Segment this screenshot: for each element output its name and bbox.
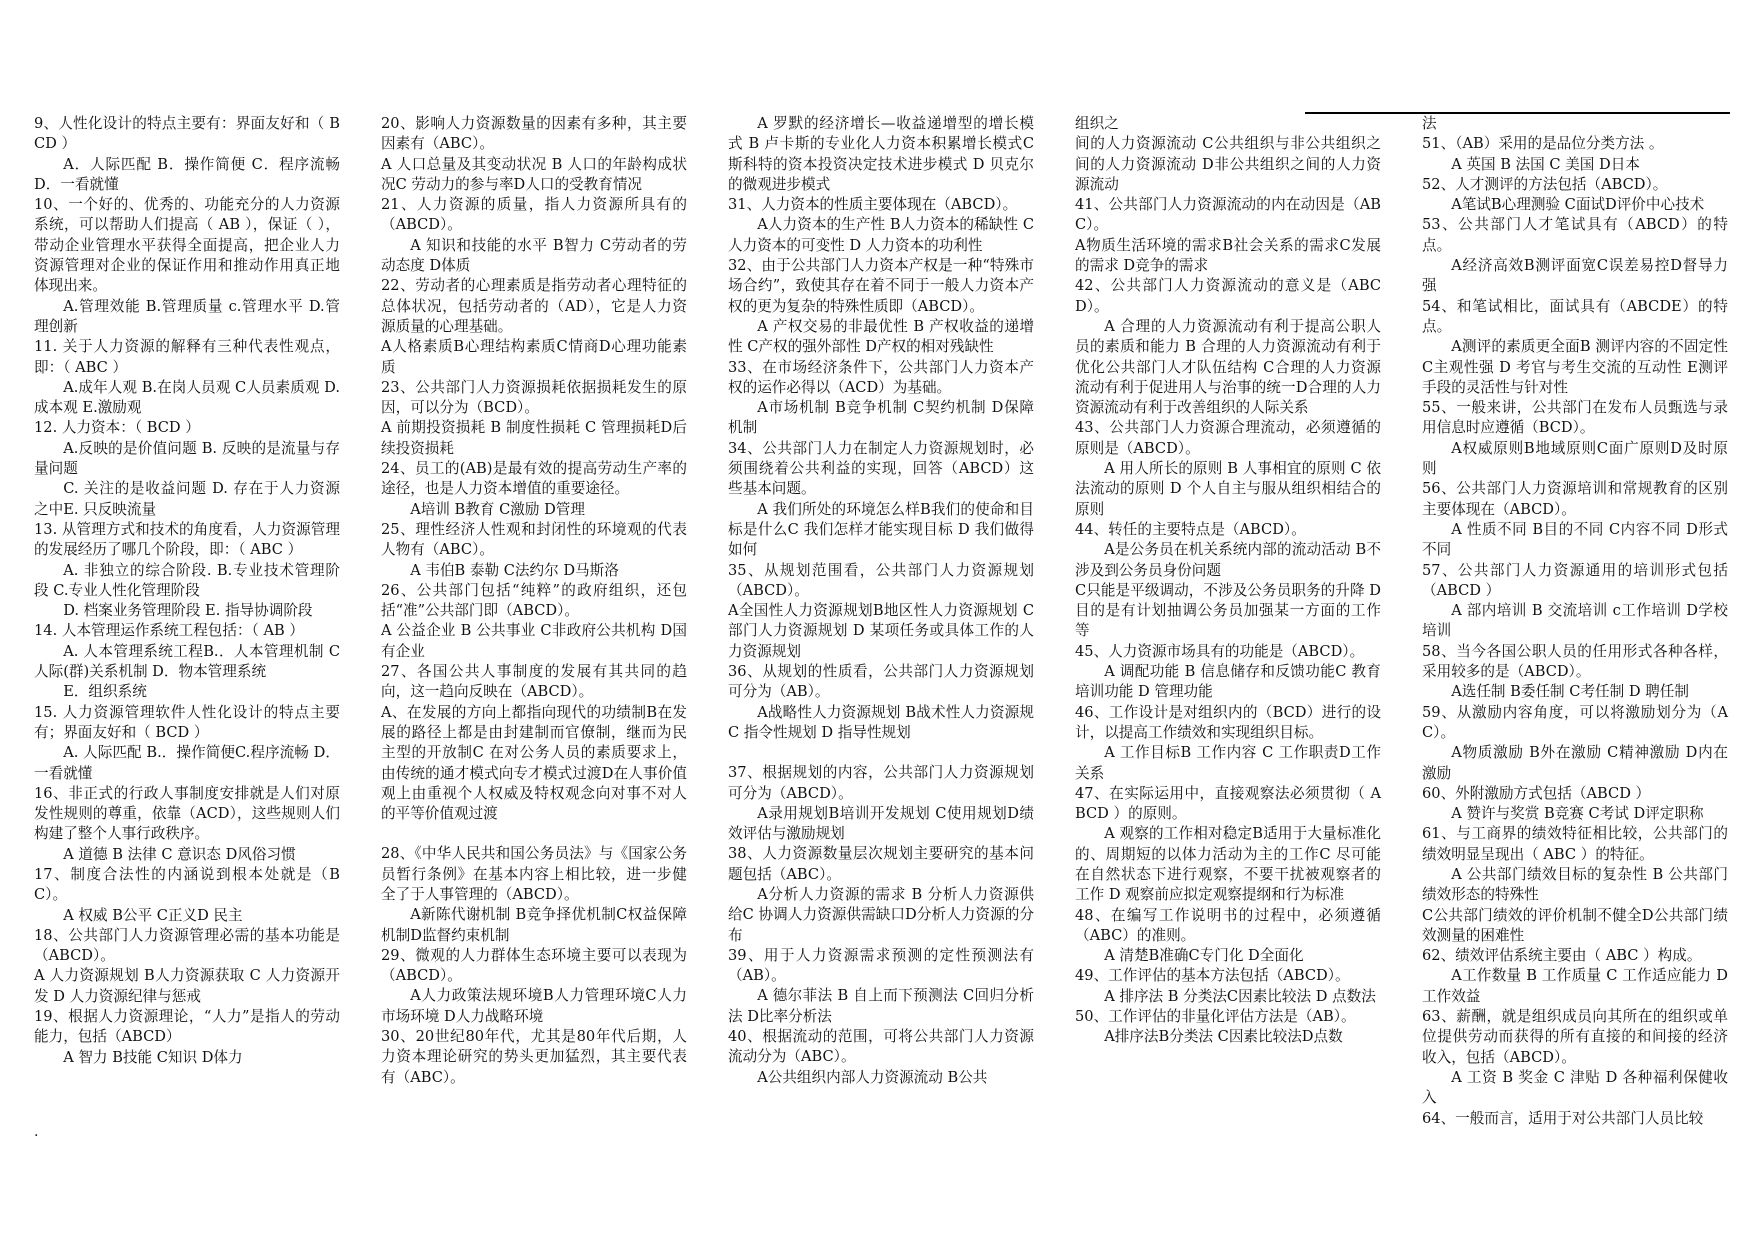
- text-line: 42、公共部门人力资源流动的意义是（ABCD）。: [1075, 277, 1381, 315]
- text-line: A选任制 B委任制 C考任制 D 聘任制: [1451, 683, 1689, 701]
- text-line: 15. 人力资源管理软件人性化设计的特点主要有；界面友好和（ BCD ）: [34, 703, 340, 741]
- text-line: A公共组织内部人力资源流动 B公共: [757, 1068, 988, 1086]
- text-line: 21、人力资源的质量，指人力资源所具有的（ABCD）。: [381, 196, 687, 234]
- text-line: A测评的素质更全面B 测评内容的不固定性 C主观性强 D 考官与考生交流的互动性 E测评手段的灵活性与针对性: [1422, 338, 1728, 396]
- text-line: [381, 824, 687, 844]
- text-line: C公共部门绩效的评价机制不健全D公共部门绩效测量的困难性: [1422, 906, 1728, 944]
- text-line: A 德尔菲法 B 自上而下预测法 C回归分析法 D比率分析法: [728, 987, 1034, 1025]
- text-line: 59、从激励内容角度，可以将激励划分为（AC）。: [1422, 703, 1728, 741]
- text-line: 61、与工商界的绩效特征相比较，公共部门的绩效明显呈现出（ ABC ）的特征。: [1422, 825, 1728, 863]
- text-line: A 工作目标B 工作内容 C 工作职责D工作关系: [1075, 744, 1381, 782]
- text-line: C. 关注的是收益问题 D. 存在于人力资源之中E. 只反映流量: [34, 480, 340, 518]
- text-line: [728, 743, 1034, 763]
- text-line: A. 人本管理系统工程B.．人本管理机制 C人际(群)关系机制 D．物本管理系统: [34, 642, 340, 681]
- text-line: 57、公共部门人力资源通用的培训形式包括（ABCD ）: [1422, 561, 1728, 599]
- text-line: 63、薪酬，就是组织成员向其所在的组织或单位提供劳动而获得的所有直接的和间接的经济收入，包括（ABCD）。: [1422, 1008, 1728, 1066]
- text-line: 12. 人力资本：（ BCD ）: [34, 419, 200, 437]
- text-line: A.管理效能 B.管理质量 c.管理水平 D.管理创新: [34, 297, 340, 335]
- text-line: A物质激励 B外在激励 C精神激励 D内在激励: [1422, 744, 1728, 782]
- text-line: 33、在市场经济条件下，公共部门人力资本产权的运作必得以（ACD）为基础。: [728, 358, 1034, 396]
- text-line: A 人口总量及其变动状况 B 人口的年龄构成状况C 劳动力的参与率D人口的受教育情况: [381, 155, 687, 193]
- text-line: A分析人力资源的需求 B 分析人力资源供给C 协调人力资源供需缺口D分析人力资源的分布: [728, 885, 1034, 944]
- text-line: A工作数量 B 工作质量 C 工作适应能力 D 工作效益: [1422, 967, 1728, 1005]
- text-line: A录用规划B培训开发规划 C使用规划D绩效评估与激励规划: [728, 804, 1034, 843]
- text-line: 28、《中华人民共和国公务员法》与《国家公务员暂行条例》在基本内容上相比较，进一步健全了于人事管理的（ABCD）。: [381, 845, 687, 903]
- text-line: 间的人力资源流动 C公共组织与非公共组织之间的人力资源流动 D非公共组织之间的人力资源流动: [1075, 135, 1381, 193]
- text-line: A 用人所长的原则 B 人事相宜的原则 C 依法流动的原则 D 个人自主与服从组织相结合的原则: [1075, 460, 1381, 518]
- text-line: A 罗默的经济增长—收益递增型的增长模式 B 卢卡斯的专业化人力资本积累增长模式C 斯科特的资本投资决定技术进步模式 D 贝克尔的微观进步模式: [728, 115, 1034, 193]
- text-line: 58、当今各国公职人员的任用形式各种各样，采用较多的是（ABCD）。: [1422, 642, 1728, 681]
- text-line: A 产权交易的非最优性 B 产权收益的递增性 C产权的强外部性 D产权的相对残缺性: [728, 317, 1034, 356]
- text-line: 37、根据规划的内容，公共部门人力资源规划可分为（ABCD）。: [728, 764, 1034, 802]
- text-line: 10、一个好的、优秀的、功能充分的人力资源系统，可以帮助人们提高（ AB ），保证（ ），带动企业管理水平获得全面提高，把企业人力资源管理对企业的保证作用和推动作用真正地体现出来。: [34, 196, 340, 295]
- text-line: A市场机制 B竞争机制 C契约机制 D保障机制: [728, 399, 1034, 437]
- text-line: 16、非正式的行政人事制度安排就是人们对原发性规则的尊重，依靠（ACD），这些规则人们构建了整个人事行政秩序。: [34, 784, 340, 843]
- text-line: 38、人力资源数量层次规划主要研究的基本问题包括（ABC）。: [728, 845, 1034, 883]
- text-line: A 性质不同 B目的不同 C内容不同 D形式不同: [1422, 520, 1728, 559]
- text-line: D. 档案业务管理阶段 E. 指导协调阶段: [63, 602, 313, 620]
- text-line: A 道德 B 法律 C 意识态 D风俗习惯: [63, 845, 296, 863]
- column-4: [1075, 114, 1381, 1048]
- text-line: A 合理的人力资源流动有利于提高公职人员的素质和能力 B 合理的人力资源流动有利于优化公共部门人才队伍结构 C合理的人力资源流动有利于促进用人与治事的统一D合理的人力资源流动有利于改善组织的人际关系: [1075, 317, 1381, 417]
- text-line: 46、工作设计是对组织内的（BCD）进行的设计，以提高工作绩效和实现组织目标。: [1075, 703, 1381, 741]
- text-line: 14. 人本管理运作系统工程包括：（ AB ）: [34, 622, 304, 640]
- text-line: 35、从规划范围看，公共部门人力资源规划（ABCD）。: [728, 561, 1034, 599]
- column-1: [34, 114, 340, 1068]
- text-line: 9、人性化设计的特点主要有：界面友好和（ BCD ）: [34, 115, 340, 153]
- text-line: A. 非独立的综合阶段. B.专业技术管理阶段 C.专业人性化管理阶段: [34, 561, 340, 599]
- text-line: A人力资本的生产性 B人力资本的稀缺性 C人力资本的可变性 D 人力资本的功利性: [728, 216, 1034, 254]
- text-line: 44、转任的主要特点是（ABCD）。: [1075, 520, 1306, 538]
- column-5: [1422, 114, 1728, 1129]
- text-line: A.反映的是价值问题 B. 反映的是流量与存量问题: [34, 439, 340, 478]
- text-line: A培训 B教育 C激励 D管理: [410, 500, 585, 518]
- text-line: 20、影响人力资源数量的因素有多种，其主要因素有（ABC）。: [381, 115, 687, 153]
- text-line: A新陈代谢机制 B竞争择优机制C权益保障机制D监督约束机制: [381, 906, 687, 944]
- text-line: A 知识和技能的水平 B智力 C劳动者的劳动态度 D体质: [381, 236, 687, 275]
- text-line: A 前期投资损耗 B 制度性损耗 C 管理损耗D后续投资损耗: [381, 419, 687, 457]
- text-line: A.成年人观 B.在岗人员观 C人员素质观 D.成本观 E.激励观: [34, 378, 340, 417]
- text-line: A 韦伯B 泰勒 C法约尔 D马斯洛: [410, 561, 619, 579]
- text-line: A 调配功能 B 信息储存和反馈功能C 教育培训功能 D 管理功能: [1075, 663, 1381, 701]
- text-line: A 权威 B公平 C正义D 民主: [63, 906, 243, 924]
- text-line: 50、工作评估的非量化评估方法是（AB）。: [1075, 1008, 1356, 1026]
- text-line: 52、人才测评的方法包括（ABCD）。: [1422, 175, 1668, 193]
- text-line: A权威原则B地域原则C面广原则D及时原则: [1422, 439, 1728, 478]
- text-line: 62、绩效评估系统主要由（ ABC ）构成。: [1422, 947, 1702, 965]
- text-line: A. 人际匹配 B.．操作简便C.程序流畅 D．一看就懂: [34, 744, 340, 782]
- text-line: 11. 关于人力资源的解释有三种代表性观点，即：（ ABC ）: [34, 338, 340, 376]
- text-line: A 赞许与奖赏 B竞赛 C考试 D评定职称: [1451, 805, 1704, 823]
- text-line: 51、（AB）采用的是品位分类方法 。: [1422, 135, 1664, 153]
- text-line: 54、和笔试相比，面试具有（ABCDE）的特点。: [1422, 297, 1728, 335]
- text-line: 30、20世纪80年代，尤其是80年代后期，人力资本理论研究的势头更加猛烈，其主要代表有（ABC）。: [381, 1028, 687, 1086]
- text-line: 31、人力资本的性质主要体现在（ABCD）。: [728, 196, 1018, 214]
- footer-mark: .: [34, 1124, 39, 1140]
- column-3: [728, 114, 1034, 1088]
- text-line: A人格素质B心理结构素质C情商D心理功能素质: [381, 338, 687, 376]
- text-line: 64、一般而言，适用于对公共部门人员比较: [1422, 1109, 1704, 1127]
- text-line: 41、公共部门人力资源流动的内在动因是（ABC）。: [1075, 196, 1381, 234]
- text-line: 19、根据人力资源理论，“人力”是指人的劳动能力，包括（ABCD）: [34, 1008, 340, 1046]
- column-2: [381, 114, 687, 1088]
- text-line: A 英国 B 法国 C 美国 D日本: [1451, 155, 1640, 173]
- text-line: A排序法B分类法 C因素比较法D点数: [1104, 1028, 1343, 1046]
- text-line: 39、用于人力资源需求预测的定性预测法有（AB）。: [728, 946, 1034, 985]
- text-line: A是公务员在机关系统内部的流动活动 B不涉及到公务员身份问题: [1075, 541, 1381, 579]
- text-line: A人力政策法规环境B人力管理环境C人力市场环境 D人力战略环境: [381, 987, 687, 1025]
- text-line: A物质生活环境的需求B社会关系的需求C发展的需求 D竞争的需求: [1075, 236, 1381, 275]
- text-line: 53、公共部门人才笔试具有（ABCD）的特点。: [1422, 216, 1728, 254]
- text-line: 60、外附激励方式包括（ABCD ）: [1422, 784, 1651, 802]
- text-line: 27、各国公共人事制度的发展有其共同的趋向，这一趋向反映在（ABCD）。: [381, 663, 687, 701]
- text-line: A 公益企业 B 公共事业 C非政府公共机构 D国有企业: [381, 622, 687, 660]
- text-line: C只能是平级调动，不涉及公务员职务的升降 D 目的是有计划抽调公务员加强某一方面的工作等: [1075, 581, 1381, 640]
- text-line: 40、根据流动的范围，可将公共部门人力资源流动分为（ABC）。: [728, 1028, 1034, 1066]
- text-line: 48、在编写工作说明书的过程中，必须遵循（ABC）的准则。: [1075, 906, 1381, 944]
- text-line: 47、在实际运用中，直接观察法必须贯彻（ ABCD ）的原则。: [1075, 784, 1381, 823]
- text-line: 18、公共部门人力资源管理必需的基本功能是（ABCD）。: [34, 926, 340, 965]
- text-line: 32、由于公共部门人力资本产权是一种“特殊市场合约”，致使其存在着不同于一般人力资本产权的更为复杂的特殊性质即（ABCD）。: [728, 257, 1034, 315]
- text-line: 26、公共部门包括“纯粹”的政府组织，还包括“准”公共部门即（ABCD）。: [381, 581, 687, 620]
- text-line: 56、公共部门人力资源培训和常规教育的区别主要体现在（ABCD）。: [1422, 480, 1728, 518]
- text-line: 组织之: [1075, 115, 1119, 132]
- text-line: A．人际匹配 B．操作简便 C．程序流畅 D．一看就懂: [34, 155, 340, 193]
- text-line: 17、制度合法性的内涵说到根本处就是（BC）。: [34, 865, 340, 904]
- text-line: A 部内培训 B 交流培训 c工作培训 D学校培训: [1422, 602, 1728, 640]
- text-line: 23、公共部门人力资源损耗依据损耗发生的原因，可以分为（BCD）。: [381, 378, 687, 417]
- text-line: A 人力资源规划 B人力资源获取 C 人力资源开发 D 人力资源纪律与惩戒: [34, 967, 340, 1005]
- text-line: A 公共部门绩效目标的复杂性 B 公共部门绩效形态的特殊性: [1422, 865, 1728, 904]
- text-line: 25、理性经济人性观和封闭性的环境观的代表人物有（ABC）。: [381, 520, 687, 559]
- text-line: A 观察的工作相对稳定B适用于大量标准化的、周期短的以体力活动为主的工作C 尽可能在自然状态下进行观察，不要干扰被观察者的工作 D 观察前应拟定观察提纲和行为标准: [1075, 825, 1381, 904]
- text-line: 法: [1422, 115, 1437, 132]
- text-line: 29、微观的人力群体生态环境主要可以表现为（ABCD）。: [381, 946, 687, 985]
- text-line: A 排序法 B 分类法C因素比较法 D 点数法: [1104, 987, 1376, 1005]
- text-line: A全国性人力资源规划B地区性人力资源规划 C 部门人力资源规划 D 某项任务或具体工作的人力资源规划: [728, 602, 1034, 660]
- text-line: A笔试B心理测验 C面试D评价中心技术: [1451, 196, 1705, 214]
- text-line: 43、公共部门人力资源合理流动，必须遵循的原则是（ABCD）。: [1075, 419, 1381, 457]
- text-line: 24、员工的(AB)是最有效的提高劳动生产率的途径，也是人力资本增值的重要途径。: [381, 460, 687, 498]
- text-line: 55、一般来讲，公共部门在发布人员甄选与录用信息时应遵循（BCD）。: [1422, 399, 1728, 437]
- text-line: A战略性人力资源规划 B战术性人力资源规 C 指令性规划 D 指导性规划: [728, 703, 1034, 741]
- text-line: 22、劳动者的心理素质是指劳动者心理特征的总体状况，包括劳动者的（AD），它是人力资源质量的心理基础。: [381, 277, 687, 335]
- text-line: A 我们所处的环境怎么样B我们的使命和目标是什么C 我们怎样才能实现目标 D 我们做得如何: [728, 500, 1034, 559]
- text-line: A 智力 B技能 C知识 D体力: [63, 1048, 243, 1066]
- text-line: 49、工作评估的基本方法包括（ABCD）。: [1075, 967, 1350, 985]
- text-line: E．组织系统: [63, 683, 147, 701]
- text-line: A 清楚B准确C专门化 D全面化: [1104, 947, 1304, 965]
- text-line: A经济高效B测评面宽C误差易控D督导力强: [1422, 257, 1728, 295]
- text-line: A、在发展的方向上都指向现代的功绩制B在发展的路径上都是由封建制而官僚制，继而为民主型的开放制C 在对公务人员的素质要求上，由传统的通才模式向专才模式过渡D在人事价值观上由重视个人权威及特权观念向对事不对人的平等价值观过渡: [381, 703, 687, 823]
- text-line: 13. 从管理方式和技术的角度看，人力资源管理的发展经历了哪几个阶段，即：（ ABC ）: [34, 520, 340, 559]
- text-line: 34、公共部门人力在制定人力资源规划时，必须围绕着公共利益的实现，回答（ABCD）这些基本问题。: [728, 439, 1034, 498]
- text-line: 45、人力资源市场具有的功能是（ABCD）。: [1075, 642, 1365, 660]
- text-line: A 工资 B 奖金 C 津贴 D 各种福利保健收入: [1422, 1068, 1728, 1107]
- text-line: 36、从规划的性质看，公共部门人力资源规划可分为（AB）。: [728, 663, 1034, 701]
